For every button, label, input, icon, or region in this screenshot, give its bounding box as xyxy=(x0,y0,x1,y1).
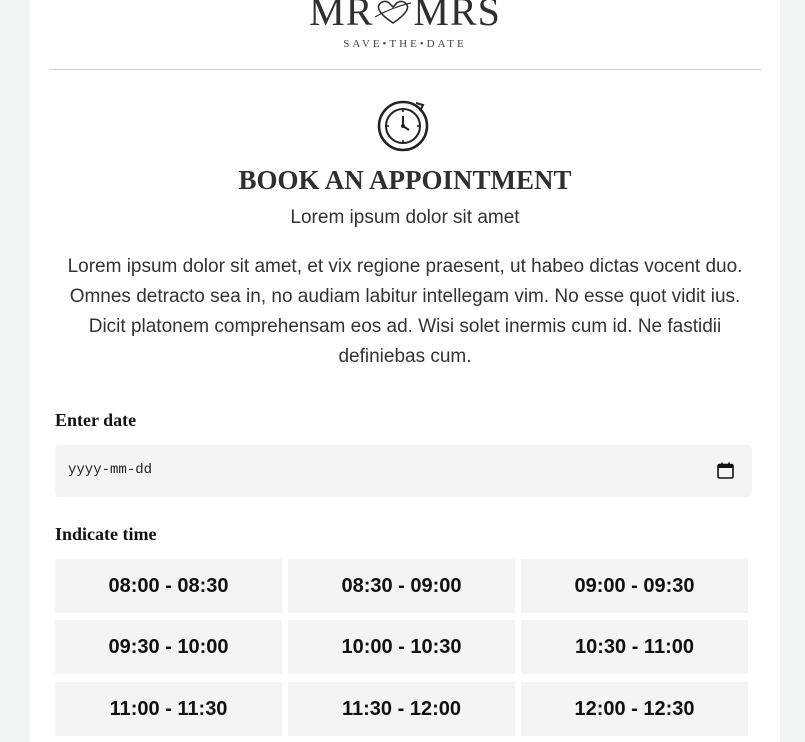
date-input[interactable] xyxy=(55,445,752,497)
time-slot-1200[interactable]: 12:00 - 12:30 xyxy=(521,682,748,736)
time-slot-0900[interactable]: 09:00 - 09:30 xyxy=(521,559,748,613)
logo-mrs: MRS xyxy=(413,0,501,34)
date-placeholder: yyyy-mm-dd xyxy=(68,462,153,478)
time-slot-0800[interactable]: 08:00 - 08:30 xyxy=(55,559,282,613)
page-title: BOOK AN APPOINTMENT xyxy=(238,165,572,195)
header-divider xyxy=(49,69,761,70)
intro-text: Lorem ipsum dolor sit amet, et vix regione praesent, ut habeo dictas vocent duo. Omnes detracto sea in, no audiam labitur intellegam vim. No esse quot vidit ius. Dicit platonem comprehensam eos ad. Wisi solet inermis cum id. Ne fastidii definiebas cum. xyxy=(67,256,743,367)
time-slot-1000[interactable]: 10:00 - 10:30 xyxy=(288,620,515,674)
heart-icon xyxy=(373,0,413,27)
page-subtitle: Lorem ipsum dolor sit amet xyxy=(290,207,520,228)
time-slot-0930[interactable]: 09:30 - 10:00 xyxy=(55,620,282,674)
time-slot-1130[interactable]: 11:30 - 12:00 xyxy=(288,682,515,736)
calendar-icon[interactable] xyxy=(717,462,734,479)
logo xyxy=(30,0,780,56)
time-slot-1030[interactable]: 10:30 - 11:00 xyxy=(521,620,748,674)
time-slot-1100[interactable]: 11:00 - 11:30 xyxy=(55,682,282,736)
email-card xyxy=(30,0,780,742)
logo-mr: MR xyxy=(309,0,374,34)
time-label: Indicate time xyxy=(55,524,157,544)
date-label: Enter date xyxy=(55,410,137,430)
time-slot-0830[interactable]: 08:30 - 09:00 xyxy=(288,559,515,613)
stopwatch-icon xyxy=(376,99,432,155)
logo-tagline: SAVE•THE•DATE xyxy=(343,38,467,50)
